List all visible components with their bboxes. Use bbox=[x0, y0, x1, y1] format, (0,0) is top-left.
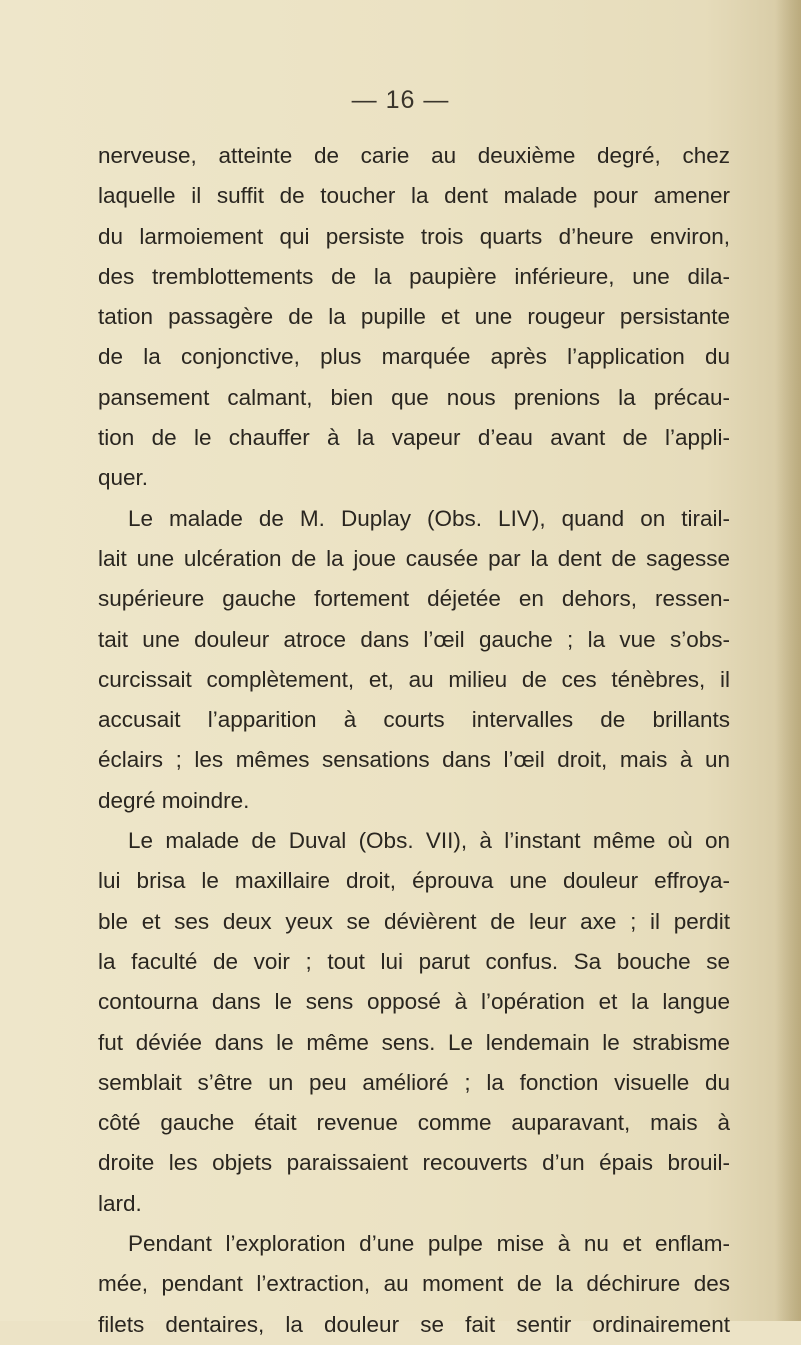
text-line: degré moindre. bbox=[98, 787, 250, 813]
text-line: Le malade de M. Duplay (Obs. LIV), quand on tirail- bbox=[128, 505, 730, 531]
text-line: filets dentaires, la douleur se fait sentir ordinairement bbox=[98, 1311, 730, 1337]
text-line: ble et ses deux yeux se dévièrent de leur axe ; il perdit bbox=[98, 908, 730, 934]
text-line: pansement calmant, bien que nous prenions la précau- bbox=[98, 384, 730, 410]
text-line: tion de le chauffer à la vapeur d’eau avant de l’appli- bbox=[98, 425, 730, 451]
text-line: la faculté de voir ; tout lui parut confus. Sa bouche se bbox=[98, 948, 730, 974]
text-line: curcissait complètement, et, au milieu de ces ténèbres, il bbox=[98, 666, 730, 692]
text-line: droite les objets paraissaient recouverts d’un épais brouil- bbox=[98, 1150, 730, 1176]
page-body-text bbox=[98, 136, 730, 1345]
text-line: Pendant l’exploration d’une pulpe mise à nu et enflam- bbox=[128, 1231, 730, 1257]
text-line: fut déviée dans le même sens. Le lendemain le strabisme bbox=[98, 1029, 730, 1055]
page-number: — 16 — bbox=[351, 86, 450, 114]
text-line: laquelle il suffit de toucher la dent malade pour amener bbox=[98, 183, 730, 209]
text-line: lard. bbox=[98, 1190, 142, 1216]
text-line: tait une douleur atroce dans l’œil gauche ; la vue s’obs- bbox=[98, 626, 730, 652]
text-line: côté gauche était revenue comme auparavant, mais à bbox=[98, 1110, 730, 1136]
text-line: quer. bbox=[98, 465, 149, 491]
text-line: semblait s’être un peu amélioré ; la fonction visuelle du bbox=[98, 1069, 730, 1095]
paragraph-1 bbox=[98, 136, 730, 499]
text-line: accusait l’apparition à courts intervalles de brillants bbox=[98, 707, 730, 733]
text-line: lui brisa le maxillaire droit, éprouva une douleur effroya- bbox=[98, 868, 730, 894]
text-line: éclairs ; les mêmes sensations dans l’œil droit, mais à un bbox=[98, 747, 730, 773]
text-line: tation passagère de la pupille et une rougeur persistante bbox=[98, 304, 730, 330]
paragraph-2 bbox=[98, 499, 730, 821]
text-line: supérieure gauche fortement déjetée en dehors, ressen- bbox=[98, 586, 730, 612]
text-line: du larmoiement qui persiste trois quarts d’heure environ, bbox=[98, 223, 730, 249]
paragraph-3 bbox=[98, 821, 730, 1224]
page-edge-shadow bbox=[775, 0, 801, 1321]
text-line: lait une ulcération de la joue causée par la dent de sagesse bbox=[98, 545, 730, 571]
text-line: mée, pendant l’extraction, au moment de la déchirure des bbox=[98, 1271, 730, 1297]
text-line: contourna dans le sens opposé à l’opération et la langue bbox=[98, 989, 730, 1015]
text-line: des tremblottements de la paupière inférieure, une dila- bbox=[98, 263, 730, 289]
paragraph-4 bbox=[98, 1224, 730, 1345]
text-line: nerveuse, atteinte de carie au deuxième degré, chez bbox=[98, 143, 730, 168]
text-line: Le malade de Duval (Obs. VII), à l’instant même où on bbox=[128, 828, 730, 854]
text-line: de la conjonctive, plus marquée après l’application du bbox=[98, 344, 730, 370]
